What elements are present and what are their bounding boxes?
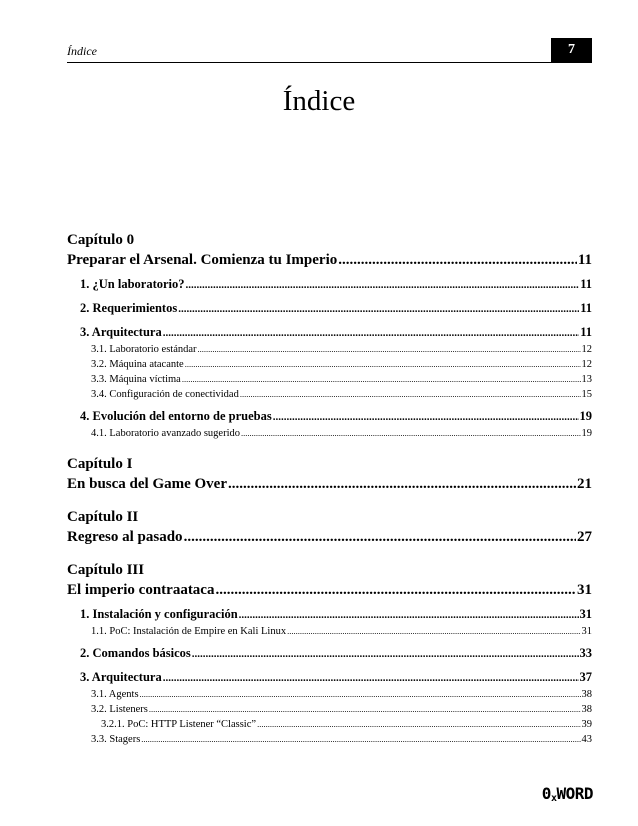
entry-page-number: 38: [581, 704, 592, 715]
entry-title: 3.3. Stagers: [91, 734, 141, 745]
entry-title: En busca del Game Over: [67, 476, 227, 492]
dot-leader: [228, 474, 576, 494]
chapter-entry[interactable]: [67, 474, 592, 494]
subsection-entry[interactable]: [91, 342, 592, 357]
entry-title: 3.4. Configuración de conectividad: [91, 389, 239, 400]
entry-page-number: 33: [579, 646, 592, 660]
entry-title: 3. Arquitectura: [80, 670, 162, 684]
entry-page-number: 19: [579, 409, 592, 423]
entry-page-number: 43: [581, 734, 592, 745]
dot-leader: [215, 580, 576, 600]
subsection-entry[interactable]: [91, 387, 592, 402]
dot-leader: [184, 527, 576, 547]
dot-leader: [338, 250, 577, 270]
section-entry[interactable]: [80, 299, 592, 318]
entry-title: 3.2. Listeners: [91, 704, 148, 715]
entry-page-number: 19: [581, 428, 592, 439]
entry-page-number: 37: [579, 670, 592, 684]
subsection-entry[interactable]: [91, 426, 592, 441]
entry-title: Preparar el Arsenal. Comienza tu Imperio: [67, 252, 338, 268]
dot-leader: [198, 342, 581, 357]
dot-leader: [186, 276, 580, 294]
dot-leader: [140, 687, 581, 702]
entry-page-number: 31: [579, 607, 592, 621]
entry-title: 2. Comandos básicos: [80, 646, 191, 660]
section-entry[interactable]: [80, 605, 592, 624]
chapter-label: Capítulo I: [67, 456, 133, 472]
chapter-block: [67, 560, 592, 747]
entry-page-number: 15: [581, 389, 592, 400]
page-title: Índice: [282, 85, 356, 117]
entry-title: El imperio contraataca: [67, 582, 215, 598]
entry-page-number: 39: [581, 719, 592, 730]
subsection-entry[interactable]: [91, 702, 592, 717]
entry-page-number: 11: [580, 277, 592, 291]
dot-leader: [178, 300, 579, 318]
subsection-entry[interactable]: [91, 732, 592, 747]
running-title: Índice: [67, 44, 97, 58]
section-entry[interactable]: [80, 323, 592, 342]
chapter-label: Capítulo III: [67, 562, 145, 578]
section-entry[interactable]: [80, 407, 592, 426]
chapter-block: [67, 507, 592, 547]
entry-page-number: 12: [581, 344, 592, 355]
chapter-block: [67, 454, 592, 494]
entry-title: 4. Evolución del entorno de pruebas: [80, 409, 272, 423]
logo-rest: WORD: [556, 784, 593, 803]
entry-title: 3. Arquitectura: [80, 325, 162, 339]
dot-leader: [141, 732, 580, 747]
entry-page-number: 38: [581, 689, 592, 700]
running-header: [67, 38, 592, 63]
dot-leader: [182, 372, 581, 387]
entry-title: 3.1. Laboratorio estándar: [91, 344, 197, 355]
dot-leader: [287, 624, 580, 639]
entry-title: 1. Instalación y configuración: [80, 607, 238, 621]
entry-title: 1.1. PoC: Instalación de Empire en Kali Linux: [91, 626, 287, 637]
chapter-entry[interactable]: [67, 250, 592, 270]
entry-page-number: 11: [580, 325, 592, 339]
entry-page-number: 31: [581, 626, 592, 637]
dot-leader: [257, 717, 580, 732]
chapter-label: Capítulo 0: [67, 232, 135, 248]
dot-leader: [240, 387, 581, 402]
entry-title: 3.3. Máquina víctima: [91, 374, 181, 385]
entry-page-number: 11: [580, 301, 592, 315]
dot-leader: [185, 357, 581, 372]
entry-title: 3.2.1. PoC: HTTP Listener “Classic”: [101, 719, 257, 730]
table-of-contents: [67, 230, 592, 760]
chapter-label: Capítulo II: [67, 509, 139, 525]
entry-page-number: 21: [577, 476, 592, 492]
dot-leader: [163, 669, 579, 687]
dot-leader: [192, 645, 579, 663]
logo-main: 0: [541, 784, 551, 803]
chapter-entry[interactable]: [67, 527, 592, 547]
page-number: 7: [551, 38, 592, 62]
subsection-entry[interactable]: [91, 357, 592, 372]
entry-page-number: 11: [577, 252, 592, 268]
entry-page-number: 12: [581, 359, 592, 370]
entry-title: 1. ¿Un laboratorio?: [80, 277, 185, 291]
subsection-entry[interactable]: [91, 372, 592, 387]
chapter-entry[interactable]: [67, 580, 592, 600]
entry-page-number: 13: [581, 374, 592, 385]
entry-title: 3.1. Agents: [91, 689, 139, 700]
section-entry[interactable]: [80, 644, 592, 663]
subsection-entry[interactable]: [91, 624, 592, 639]
section-entry[interactable]: [80, 668, 592, 687]
dot-leader: [149, 702, 581, 717]
entry-title: Regreso al pasado: [67, 529, 183, 545]
section-entry[interactable]: [80, 275, 592, 294]
subsection-entry[interactable]: [91, 687, 592, 702]
dot-leader: [241, 426, 581, 441]
entry-title: 3.2. Máquina atacante: [91, 359, 184, 370]
dot-leader: [239, 606, 579, 624]
publisher-logo: [542, 784, 593, 804]
chapter-block: [67, 230, 592, 441]
entry-title: 4.1. Laboratorio avanzado sugerido: [91, 428, 240, 439]
entry-page-number: 27: [577, 529, 592, 545]
dot-leader: [163, 324, 579, 342]
entry-page-number: 31: [577, 582, 592, 598]
logo-sub: x: [550, 793, 557, 804]
subsection-entry[interactable]: [101, 717, 592, 732]
entry-title: 2. Requerimientos: [80, 301, 178, 315]
dot-leader: [273, 408, 579, 426]
